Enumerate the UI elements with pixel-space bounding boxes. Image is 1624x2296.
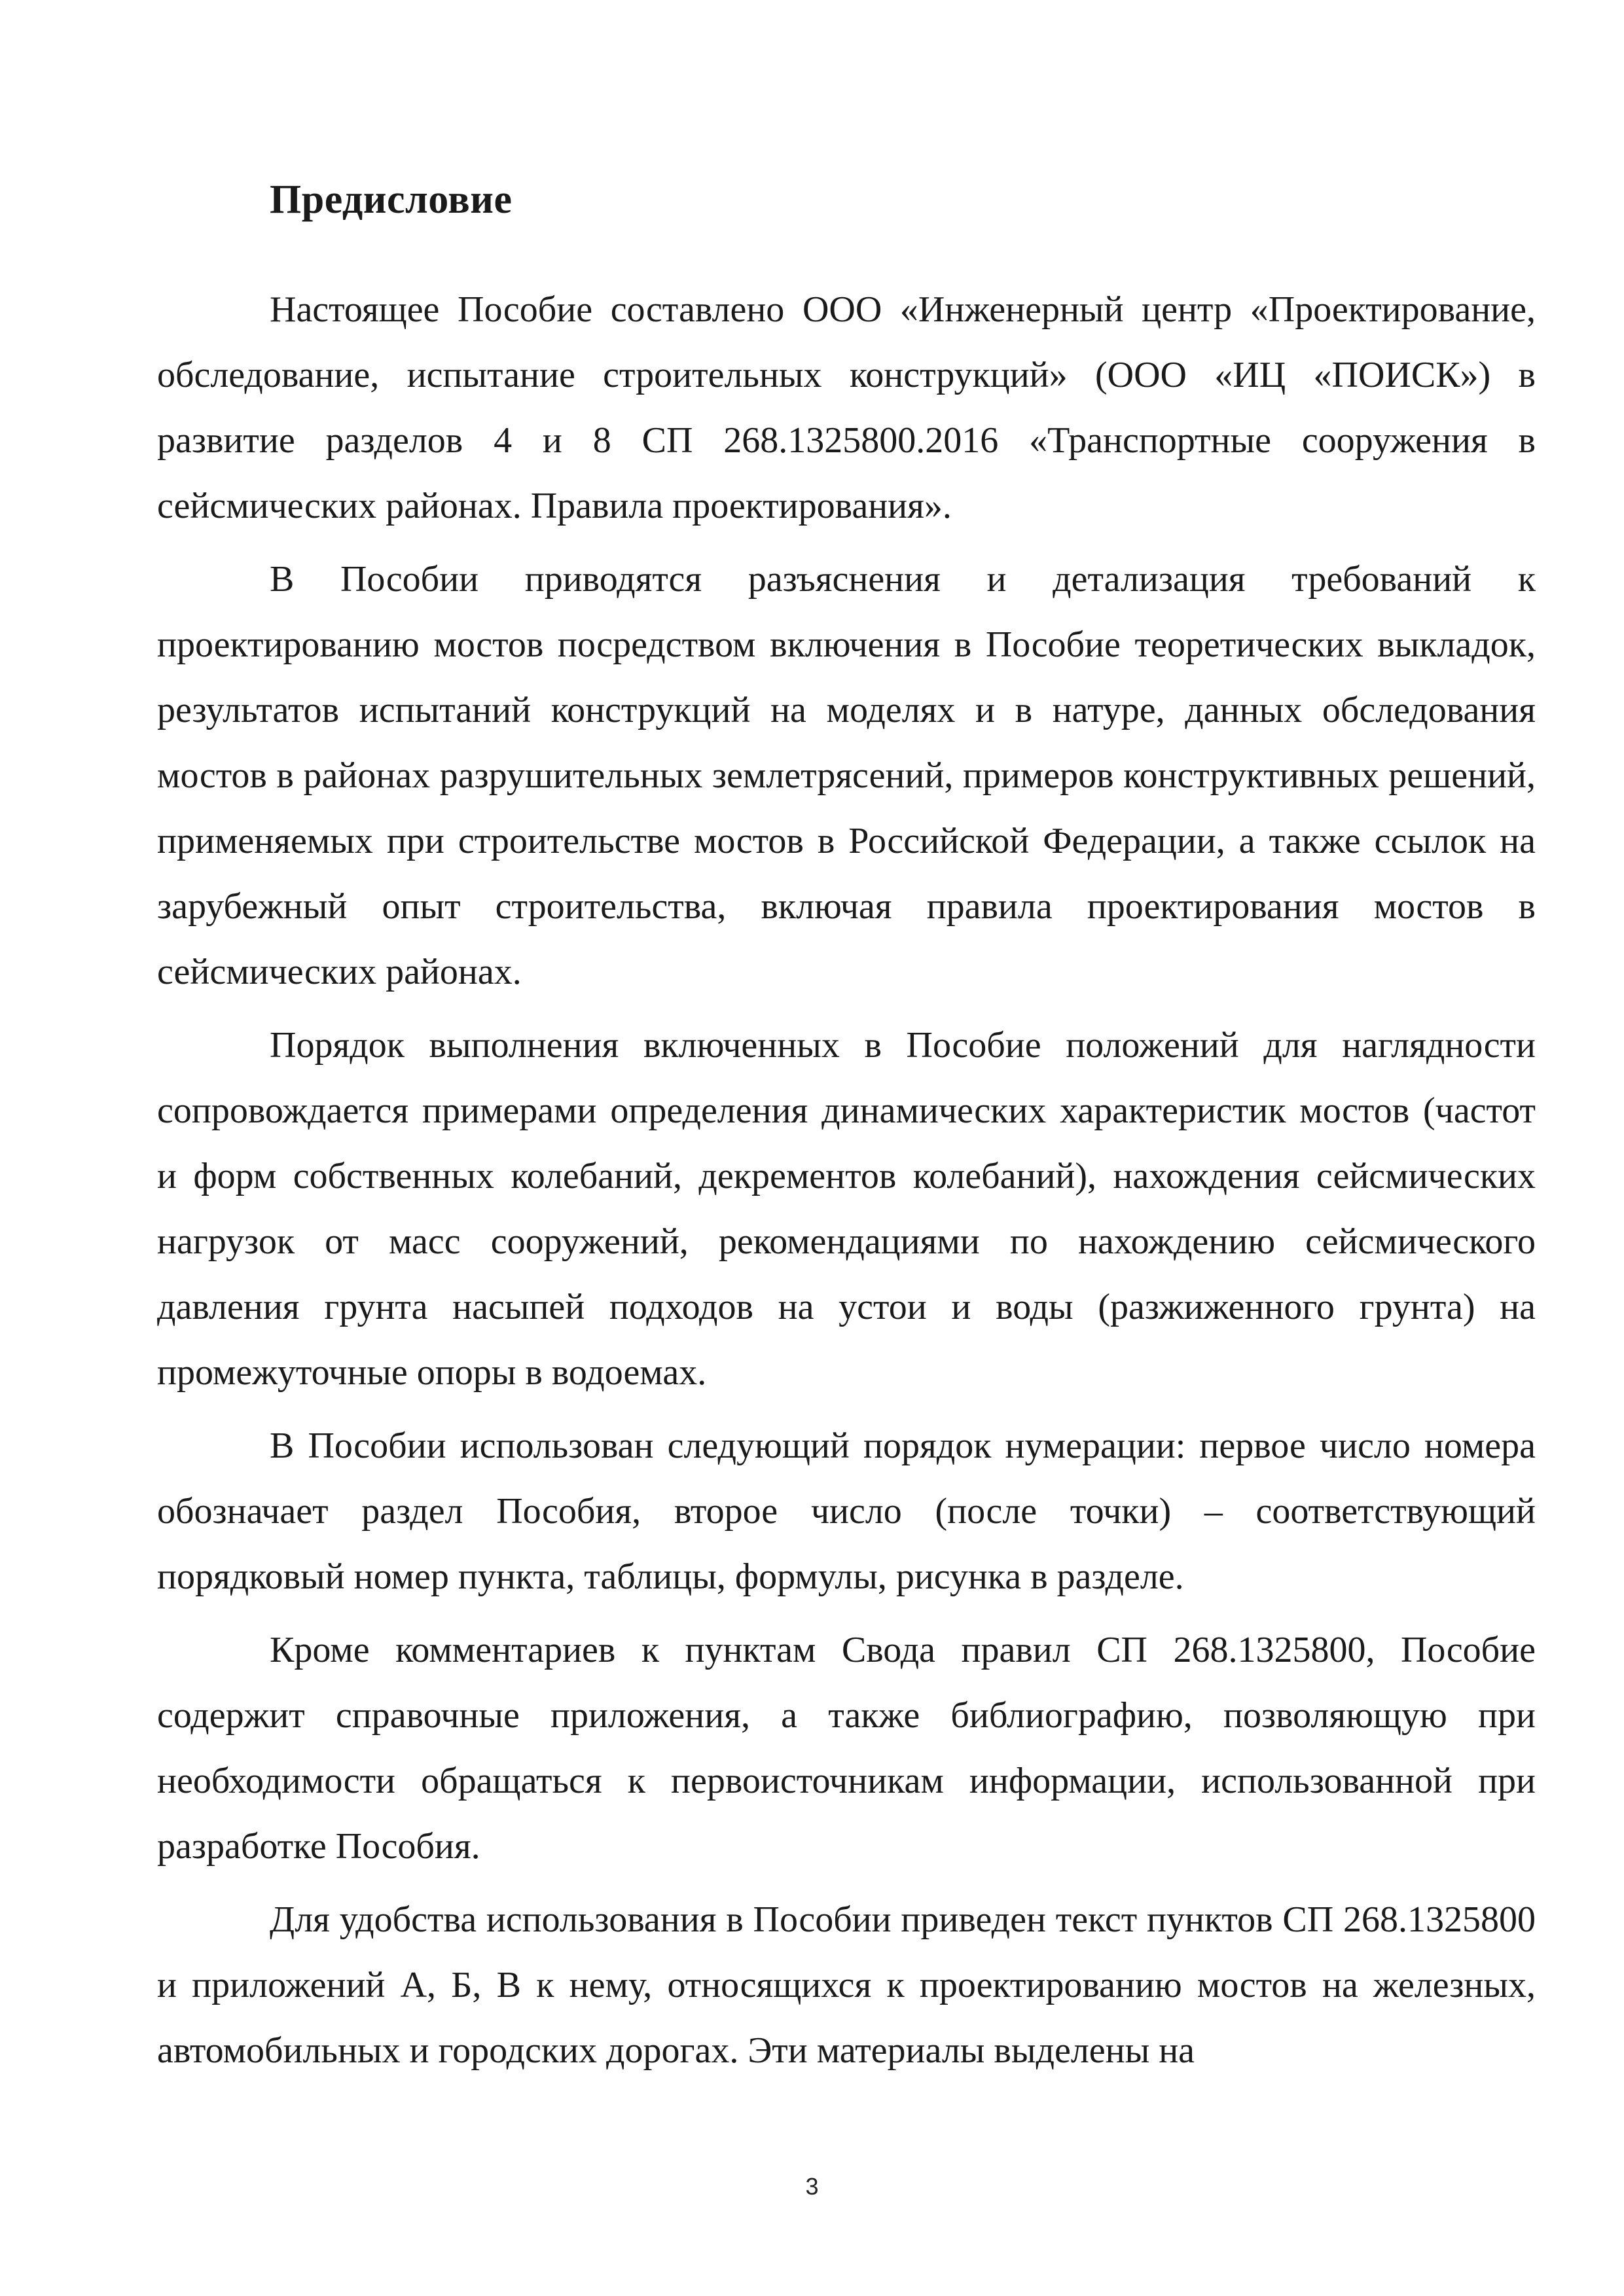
page-content (157, 167, 1536, 2083)
page-title: Предисловие (270, 177, 513, 222)
paragraph-3: Порядок выполнения включенных в Пособие положений для наглядности сопровождается примерами определения динамических характеристик мостов (частот и форм собственных колебаний, декрементов колебаний), нахождения сейсмических нагрузок от масс сооружений, рекомендациями по нахождению сейсмического давления грунта насыпей подходов на устои и воды (разжиженного грунта) на промежуточные опоры в водоемах. (157, 1025, 1536, 1393)
paragraph-4: В Пособии использован следующий порядок нумерации: первое число номера обозначает раздел Пособия, второе число (после точки) – соответствующий порядковый номер пункта, таблицы, формулы, рисунка в разделе. (157, 1426, 1536, 1597)
paragraph-1: Настоящее Пособие составлено ООО «Инженерный центр «Проектирование, обследование, испытание строительных конструкций» (ООО «ИЦ «ПОИСК») в развитие разделов 4 и 8 СП 268.1325800.2016 «Транспортные сооружения в сейсмических районах. Правила проектирования». (157, 289, 1536, 526)
paragraph-2: В Пособии приводятся разъяснения и детализация требований к проектированию мостов посредством включения в Пособие теоретических выкладок, результатов испытаний конструкций на моделях и в натуре, данных обследования мостов в районах разрушительных землетрясений, примеров конструктивных решений, применяемых при строительстве мостов в Российской Федерации, а также ссылок на зарубежный опыт строительства, включая правила проектирования мостов в сейсмических районах. (157, 559, 1536, 992)
page-number: 3 (805, 2173, 819, 2200)
paragraph-5: Кроме комментариев к пунктам Свода правил СП 268.1325800, Пособие содержит справочные приложения, а также библиографию, позволяющую при необходимости обращаться к первоисточникам информации, использованной при разработке Пособия. (157, 1630, 1536, 1867)
paragraph-6: Для удобства использования в Пособии приведен текст пунктов СП 268.1325800 и приложений А, Б, В к нему, относящихся к проектированию мостов на железных, автомобильных и городских дорогах. Эти материалы выделены на (157, 1899, 1536, 2071)
